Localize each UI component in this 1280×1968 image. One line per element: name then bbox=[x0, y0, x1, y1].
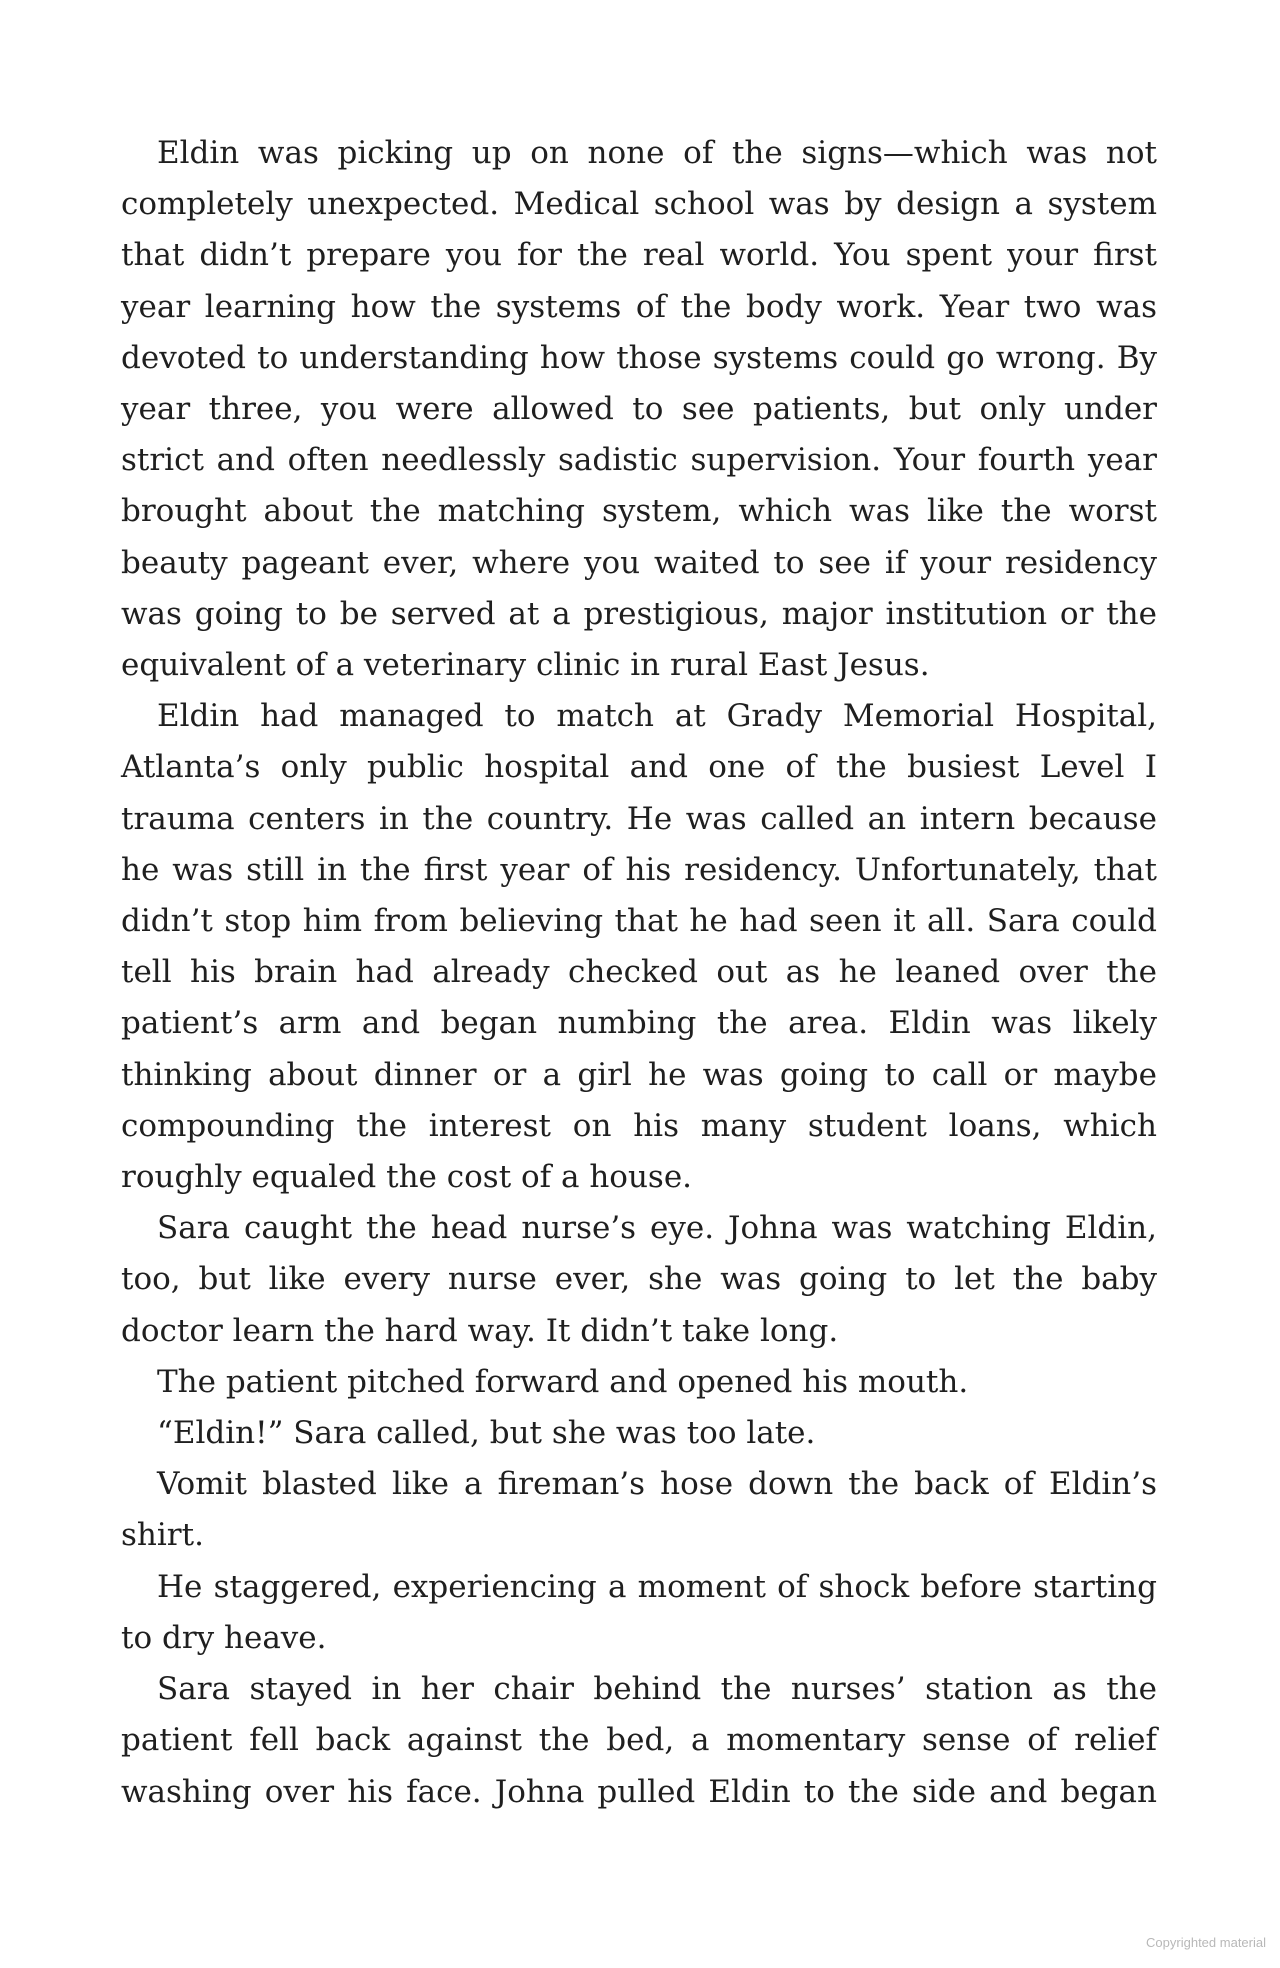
paragraph-8: Sara stayed in her chair behind the nurses’ station as the patient fell back against the bed, a momentary sense of relief washing over his face. Johna pulled Eldin to the side and began bbox=[121, 1671, 1157, 1810]
paragraph-7: He staggered, experiencing a moment of shock before starting to dry heave. bbox=[121, 1568, 1157, 1656]
paragraph-2: Eldin had managed to match at Grady Memorial Hospital, Atlanta’s only public hospital and one of the busiest Level I trauma centers in the country. He was called an intern because he was still in the first year of his residency. Unfortunately, that didn’t stop him from believing that he had seen it all. Sara could tell his brain had already checked out as he leaned over the patient’s arm and began numbing the area. Eldin was likely thinking about dinner or a girl he was going to call or maybe compounding the interest on his many student loans, which roughly equaled the cost of a house. bbox=[121, 698, 1157, 1196]
paragraph-5: “Eldin!” Sara called, but she was too late. bbox=[157, 1415, 816, 1452]
paragraph-1: Eldin was picking up on none of the signs—which was not completely unexpected. Medical school was by design a system that didn’t prepare you for the real world. You spent your first year learning how the systems of the body work. Year two was devoted to understanding how those systems could go wrong. By year three, you were allowed to see patients, but only under strict and often needlessly sadistic supervision. Your fourth year brought about the matching system, which was like the worst beauty pageant ever, where you waited to see if your residency was going to be served at a prestigious, major institution or the equivalent of a veterinary clinic in rural East Jesus. bbox=[121, 135, 1157, 684]
paragraph-4: The patient pitched forward and opened his mouth. bbox=[157, 1363, 969, 1400]
body-text bbox=[121, 128, 1157, 1818]
copyright-watermark: Copyrighted material bbox=[1146, 1935, 1266, 1950]
paragraph-3: Sara caught the head nurse’s eye. Johna was watching Eldin, too, but like every nurse ever, she was going to let the baby doctor learn the hard way. It didn’t take long. bbox=[121, 1210, 1157, 1349]
paragraph-6: Vomit blasted like a fireman’s hose down the back of Eldin’s shirt. bbox=[121, 1466, 1157, 1554]
